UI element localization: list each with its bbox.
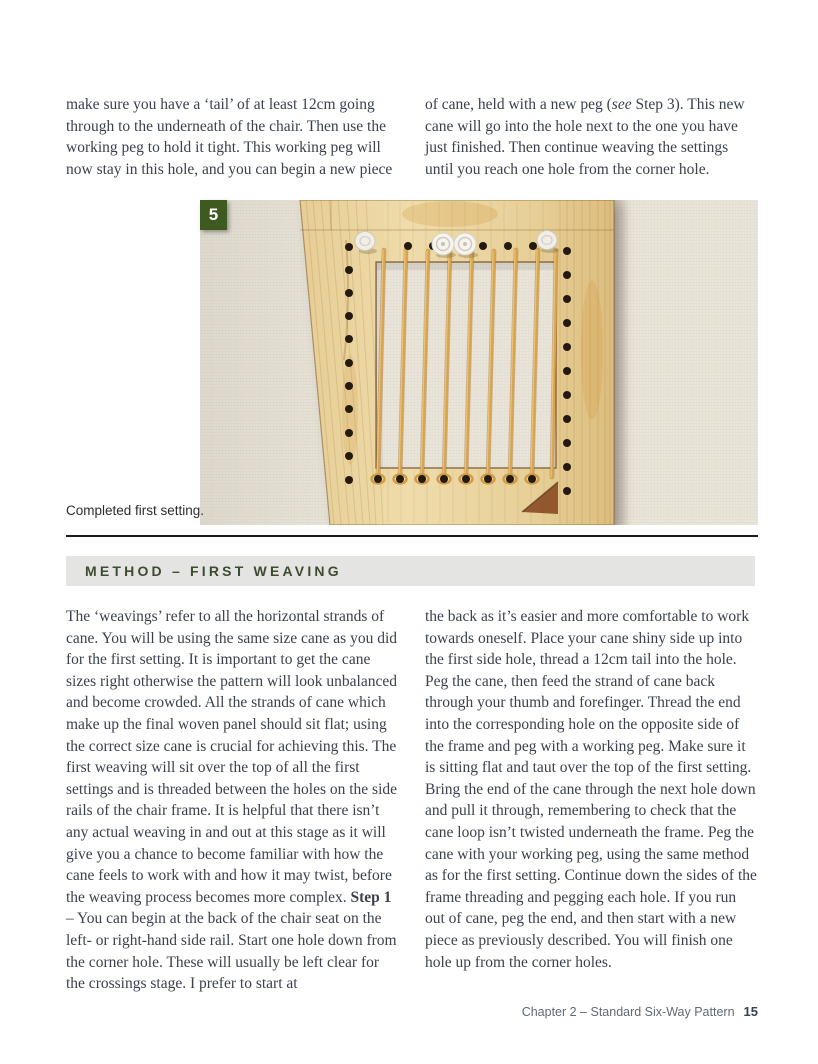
figure-caption: Completed first setting. xyxy=(66,503,205,518)
intro-left-column: make sure you have a ‘tail’ of at least 12cm going through to the underneath of the chair. Then use the working peg to hold it tight. This working peg will now stay in this hole, and you can begin a new piece xyxy=(66,96,393,178)
figure-step-5 xyxy=(200,200,758,525)
divider-rule xyxy=(66,535,758,537)
page-footer xyxy=(66,1004,758,1019)
section-header-bar xyxy=(66,556,755,586)
body-text xyxy=(66,606,758,995)
photo-completed-first-setting xyxy=(200,200,758,525)
body-right-column: the back as it’s easier and more comfortable to work towards oneself. Place your cane shiny side up into the first side hole, thread a 12cm tail into the hole. Peg the cane, then feed the strand of cane back through your thumb and forefinger. Thread the end into the corresponding hole on the opposite side of the frame and peg with a working peg. Make sure it is sitting flat and taut over the top of the first setting. Bring the end of the cane through the next hole down and pull it through, remembering to check that the cane loop isn’t twisted underneath the frame. Peg the cane with your working peg, using the same method as for the first setting. Continue down the sides of the frame threading and pegging each hole. If you run out of cane, peg the end, and then start with a new piece as previously described. You will finish one hole up from the corner holes. xyxy=(425,608,757,971)
intro-text xyxy=(66,94,758,180)
page-number: 15 xyxy=(743,1004,758,1019)
running-footer-chapter: Chapter 2 – Standard Six-Way Pattern xyxy=(521,1005,735,1019)
body-left-column: The ‘weavings’ refer to all the horizontal strands of cane. You will be using the same size cane as you did for the first setting. It is important to get the cane sizes right otherwise the pattern will look unbalanced and become crowded. All the strands of cane which make up the final woven panel should sit flat; using the correct size cane is crucial for achieving this. The first weaving will sit over the top of all the first settings and is threaded between the holes on the side rails of the chair frame. It is helpful that there isn’t any actual weaving in and out at this stage as it will give you a chance to become familiar with how the cane feels to work with and how it may twist, before the weaving process becomes more complex. Step 1 – You can begin at the back of the chair seat on the left- or right-hand side rail. Start one hole down from the corner hole. These will usually be left clear for the crossings stage. I prefer to start at xyxy=(66,608,398,993)
intro-right-column: of cane, held with a new peg (see Step 3). This new cane will go into the hole next to the one you have just finished. Then continue weaving the settings until you reach one hole from the corner hole. xyxy=(425,96,745,178)
step-number-badge: 5 xyxy=(200,200,227,230)
section-title: METHOD – FIRST WEAVING xyxy=(85,563,342,579)
